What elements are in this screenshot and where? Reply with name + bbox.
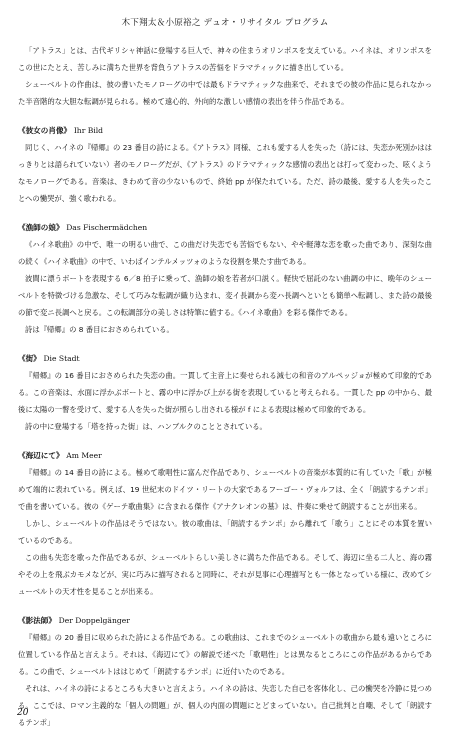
- section-doppelgaenger: [18, 612, 432, 731]
- section-title-de: Der Doppelgänger: [58, 616, 130, 625]
- section-title: [18, 122, 432, 139]
- section-paragraph: 詩の中に登場する「塔を持った街」は、ハンブルクのこととされている。: [25, 422, 267, 431]
- section-title-de: Die Stadt: [43, 354, 80, 363]
- article-body: [18, 42, 432, 731]
- section-die-stadt: [18, 350, 432, 435]
- section-ihr-bild: [18, 122, 432, 207]
- section-title: [18, 447, 432, 464]
- section-title-ja: 《漁師の娘》: [18, 223, 64, 232]
- section-title-ja: 《影法師》: [18, 616, 56, 625]
- section-title-ja: 《街》: [18, 354, 41, 363]
- section-paragraph: しかし、シューベルトの作品はそうではない。彼の歌曲は、「朗読するテンポ」から離れて「歌う」ことにその本質を置いているのである。: [18, 519, 432, 545]
- section-paragraph: 詩は『帰郷』の 8 番目におさめられている。: [25, 325, 174, 334]
- section-paragraph: 『帰郷』の 14 番目の詩による。極めて歌唱性に富んだ作品であり、シューベルトの音楽が本質的に有していた「歌」が極めて端的に表れている。例えば、19 世紀末のドイツ・リートの大家であるフーゴー・ヴォルフは、全く「朗読するテンポ」で曲を書いている。彼の《ゲーテ歌曲集》に含まれる傑作《アナクレオンの墓》は、件奏に乗せて朗読することが出来る。: [18, 468, 432, 511]
- section-title: [18, 219, 432, 236]
- section-paragraph: それは、ハイネの詩によるところも大きいと言えよう。ハイネの詩は、失恋した自己を客体化し、己の慟哭を冷静に見つめる。ここでは、ロマン主義的な「個人の問題」が、個人の内面の問題にとどまっていない。自己批判と自嘲、そして「朗読するテンポ」: [18, 684, 432, 727]
- section-paragraph: 『帰郷』の 16 番目におさめられた失恋の曲。一貫して主音上に奏せられる減七の和音のアルペッジョが極めて印象的である。この音楽は、水面に浮かぶボートと、霧の中に浮かび上がる街を表現していると考えられる。一貫した pp の中から、最後に太陽の一瞥を受けて、愛する人を失った街が照らし出される様が f による表現は極めて印象的である。: [18, 371, 432, 414]
- section-title-de: Am Meer: [66, 451, 102, 460]
- intro-paragraph-1: 「アトラス」とは、古代ギリシャ神話に登場する巨人で、神々の住まうオリンポスを支えている。ハイネは、オリンポスをこの世にたとえ、苦しみに満ちた世界を背負うアトラスの苦悩をドラマティックに描き出している。: [18, 46, 432, 72]
- section-title-ja: 《海辺にて》: [18, 451, 64, 460]
- section-title-de: Das Fischermädchen: [66, 223, 148, 232]
- section-title: [18, 612, 432, 629]
- intro-paragraph-2: シューベルトの作曲は、彼の書いたモノローグの中では最もドラマティックな曲来で、それまでの彼の作品に見られなかった半音階的な大胆な転調が見られる。極めて遠心的、外向的な激しい感情の表出を伴う作品である。: [18, 80, 432, 106]
- section-paragraph: 波間に漂うボートを表現する 6／8 拍子に乗って、漁師の娘を若者が口説く。軽快で屈託のない曲調の中に、晩年のシューベルトを特徴づける急激な、そして巧みな転調が織り込まれ、変イ長調から変ハ長調へといとも簡単へ転調し、また詩の最後の節で変ニ長調へと戻る。この転調部分の美しさは特筆に値する。《ハイネ歌曲》を彩る傑作である。: [18, 274, 432, 317]
- section-am-meer: [18, 447, 432, 600]
- section-title-de: Ihr Bild: [73, 126, 104, 135]
- section-paragraph: 《ハイネ歌曲》の中で、唯一の明るい曲で、この曲だけ失恋でも苦悩でもない、やや軽薄な恋を歌った曲であり、深刻な曲の続く《ハイネ歌曲》の中で、いわばインテルメッツォのような役割を果たす曲である。: [18, 240, 432, 266]
- page-header: 木下翔太＆小原裕之 デュオ・リサイタル プログラム: [121, 18, 329, 28]
- section-paragraph: 『帰郷』の 20 番目に収められた詩による作品である。この歌曲は、これまでのシューベルトの歌曲から最も遠いところに位置している作品と言えよう。それは、《海辺にて》の解説で述べた「歌唱性」とは異なるところにこの作品があるからである。この曲で、シューベルトははじめて「朗読するテンポ」に近付いたのである。: [18, 633, 432, 676]
- section-paragraph: この曲も失恋を歌った作品であるが、シューベルトらしい美しさに満ちた作品である。そして、海辺に坐る二人と、海の霧やその上を飛ぶカモメなどが、実に巧みに描写されると同時に、それが見事に心理描写とも一体となっている様に、改めてシューベルトの天才性を見ることが出来る。: [18, 553, 432, 596]
- page-number: 20: [17, 708, 29, 718]
- section-fischermaedchen: [18, 219, 432, 338]
- section-title-ja: 《彼女の肖像》: [18, 126, 72, 135]
- section-title: [18, 350, 432, 367]
- section-paragraph: 同じく、ハイネの『帰郷』の 23 番目の詩による。《アトラス》同様、これも愛する人を失った（詩には、失恋か死別かははっきりとは語られていない）者のモノローグだが、《アトラス》のドラマティックな感情の表出とは打って変わった、呟くようなモノローグである。音楽は、きわめて音の少ないもので、終始 pp が保たれている。ただ、詩の最後、愛する人を失ったことへの慟哭が、強く歌われる。: [18, 143, 432, 203]
